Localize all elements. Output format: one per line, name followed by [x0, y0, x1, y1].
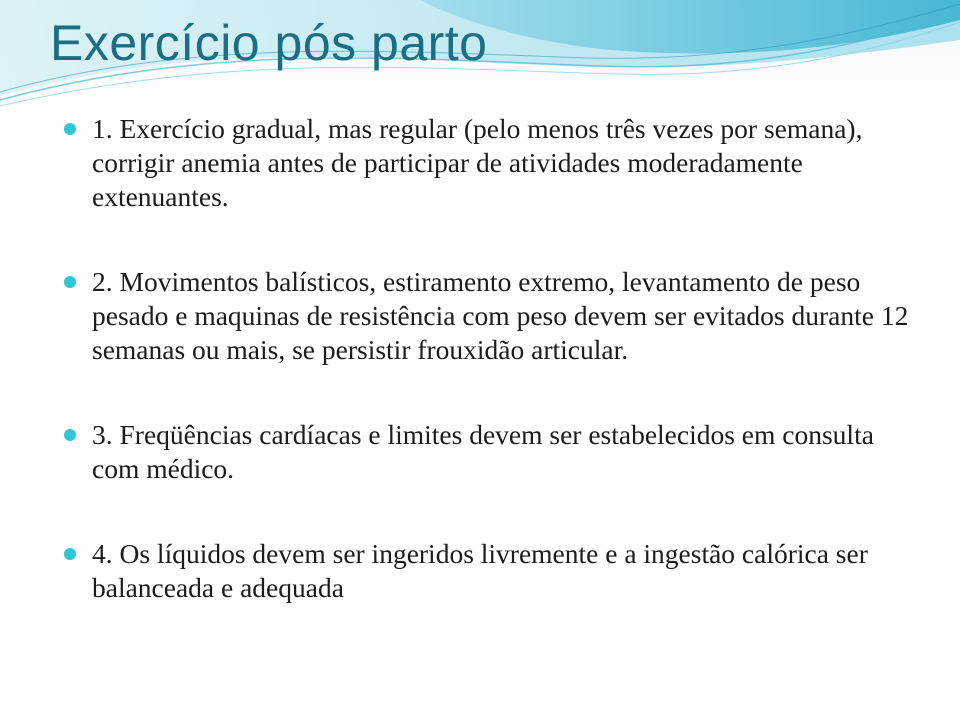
bullet-item	[64, 537, 914, 605]
bullet-text: 4. Os líquidos devem ser ingeridos livremente e a ingestão calórica ser balanceada e adequada	[92, 538, 868, 603]
bullet-dot-icon	[64, 123, 76, 135]
bullet-item	[64, 418, 914, 486]
bullet-item	[64, 265, 914, 367]
bullet-dot-icon	[64, 276, 76, 288]
bullet-dot-icon	[64, 429, 76, 441]
bullet-text: 2. Movimentos balísticos, estiramento extremo, levantamento de peso pesado e maquinas de resistência com peso devem ser evitados durante 12 semanas ou mais, se persistir frouxidão articular.	[92, 266, 909, 365]
bullet-item	[64, 112, 914, 214]
bullet-dot-icon	[64, 548, 76, 560]
slide-title: Exercício pós parto	[50, 15, 488, 71]
bullet-list	[64, 112, 914, 605]
bullet-text: 3. Freqüências cardíacas e limites devem ser estabelecidos em consulta com médico.	[92, 419, 874, 484]
bullet-text: 1. Exercício gradual, mas regular (pelo menos três vezes por semana), corrigir anemia antes de participar de atividades moderadamente extenuantes.	[92, 113, 863, 212]
